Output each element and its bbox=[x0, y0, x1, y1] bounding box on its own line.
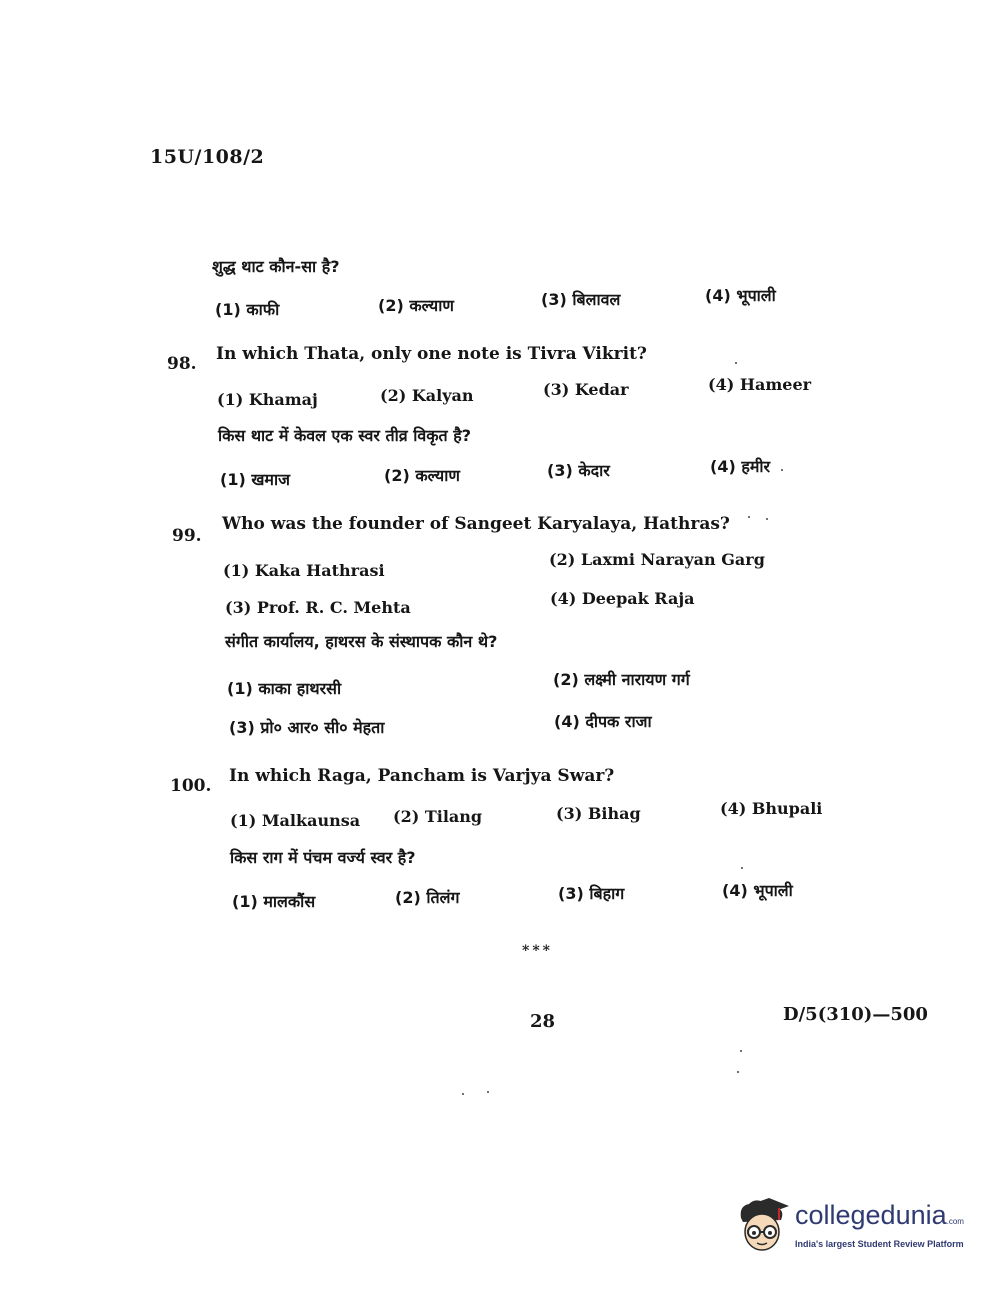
mascot-icon bbox=[733, 1196, 793, 1258]
scan-speck bbox=[766, 518, 768, 520]
q100-hindi-option-4: (4) भूपाली bbox=[722, 881, 793, 900]
q99-question: Who was the founder of Sangeet Karyalaya, Hathras? bbox=[222, 514, 730, 534]
q97-hindi-option-3: (3) बिलावल bbox=[541, 290, 621, 309]
q99-hindi-question: संगीत कार्यालय, हाथरस के संस्थापक कौन थे? bbox=[225, 632, 498, 651]
q98-hindi-option-2: (2) कल्याण bbox=[384, 466, 460, 485]
q99-hindi-option-3: (3) प्रो० आर० सी० मेहता bbox=[229, 718, 385, 737]
scan-speck bbox=[781, 469, 783, 471]
q98-hindi-question: किस थाट में केवल एक स्वर तीव्र विकृत है? bbox=[218, 426, 472, 445]
scan-speck bbox=[741, 867, 743, 869]
q99-option-3: (3) Prof. R. C. Mehta bbox=[225, 598, 411, 617]
q99-number: 99. bbox=[172, 526, 202, 546]
q98-option-4: (4) Hameer bbox=[708, 375, 812, 394]
scan-speck bbox=[735, 362, 737, 364]
q98-option-2: (2) Kalyan bbox=[380, 386, 474, 405]
q100-option-1: (1) Malkaunsa bbox=[230, 811, 361, 830]
q100-option-3: (3) Bihag bbox=[556, 804, 641, 823]
series-code: D/5(310)—500 bbox=[783, 1004, 928, 1025]
q99-hindi-option-1: (1) काका हाथरसी bbox=[227, 679, 342, 698]
q100-number: 100. bbox=[170, 776, 212, 796]
scan-speck bbox=[462, 1093, 464, 1095]
q97-hindi-option-2: (2) कल्याण bbox=[378, 296, 454, 315]
q97-hindi-option-4: (4) भूपाली bbox=[705, 286, 776, 305]
q100-option-4: (4) Bhupali bbox=[720, 799, 823, 818]
q99-option-1: (1) Kaka Hathrasi bbox=[223, 561, 385, 580]
q98-question: In which Thata, only one note is Tivra Vikrit? bbox=[216, 344, 647, 364]
logo-brand: collegedunia.com bbox=[795, 1200, 964, 1230]
q100-option-2: (2) Tilang bbox=[393, 807, 483, 826]
q97-hindi-question: शुद्ध थाट कौन-सा है? bbox=[212, 257, 340, 276]
logo-tagline: India's largest Student Review Platform bbox=[795, 1239, 964, 1249]
scan-speck bbox=[748, 516, 750, 518]
scan-speck bbox=[487, 1091, 489, 1093]
q97-hindi-option-1: (1) काफी bbox=[215, 300, 280, 319]
page-number: 28 bbox=[530, 1011, 556, 1032]
q99-hindi-option-4: (4) दीपक राजा bbox=[554, 712, 652, 731]
q100-hindi-question: किस राग में पंचम वर्ज्य स्वर है? bbox=[230, 848, 416, 867]
q98-option-3: (3) Kedar bbox=[543, 380, 629, 399]
q99-option-4: (4) Deepak Raja bbox=[550, 589, 695, 608]
logo-brand-suffix: .com bbox=[946, 1217, 964, 1226]
q100-hindi-option-2: (2) तिलंग bbox=[395, 888, 460, 907]
q99-option-2: (2) Laxmi Narayan Garg bbox=[549, 550, 765, 569]
q100-question: In which Raga, Pancham is Varjya Swar? bbox=[229, 766, 615, 786]
collegedunia-logo bbox=[733, 1196, 973, 1268]
q98-hindi-option-3: (3) केदार bbox=[547, 461, 610, 480]
end-marker: *** bbox=[522, 943, 553, 959]
q98-option-1: (1) Khamaj bbox=[217, 390, 318, 409]
q98-hindi-option-1: (1) खमाज bbox=[220, 470, 291, 489]
q100-hindi-option-3: (3) बिहाग bbox=[558, 884, 625, 903]
paper-code: 15U/108/2 bbox=[150, 146, 265, 168]
q99-hindi-option-2: (2) लक्ष्मी नारायण गर्ग bbox=[553, 670, 690, 689]
scan-speck bbox=[737, 1071, 739, 1073]
q98-hindi-option-4: (4) हमीर bbox=[710, 457, 771, 476]
q98-number: 98. bbox=[167, 354, 197, 374]
scan-speck bbox=[740, 1050, 742, 1052]
q100-hindi-option-1: (1) मालकौंस bbox=[232, 892, 316, 911]
